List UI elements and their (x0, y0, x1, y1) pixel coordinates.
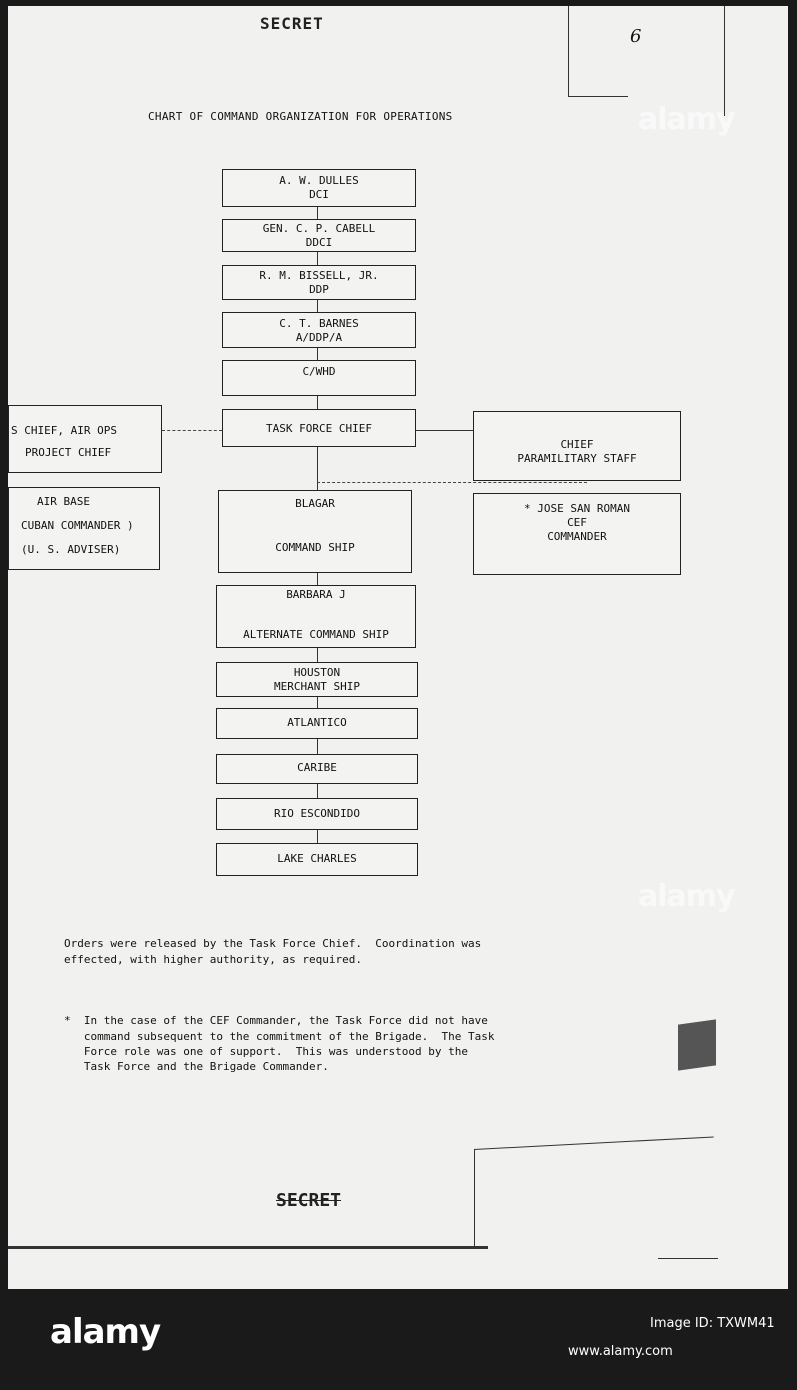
site-url: www.alamy.com (568, 1344, 673, 1359)
org-box-cwhd: C/WHD (222, 360, 416, 396)
org-box-dci: A. W. DULLES DCI (222, 169, 416, 207)
connector-line (162, 430, 222, 431)
org-box-cef-commander: * JOSE SAN ROMAN CEF COMMANDER (473, 493, 681, 575)
org-box-rio-escondido: RIO ESCONDIDO (216, 798, 418, 830)
org-box-barbara-j: BARBARA J ALTERNATE COMMAND SHIP (216, 585, 416, 648)
document-page (8, 6, 788, 1289)
secret-stamp-top: SECRET (260, 14, 324, 33)
stamp-mark (678, 1019, 716, 1070)
stock-footer (0, 1296, 797, 1390)
image-id: Image ID: TXWM41 (650, 1316, 775, 1331)
org-box-houston: HOUSTON MERCHANT SHIP (216, 662, 418, 697)
secret-stamp-bottom: SECRET (276, 1190, 342, 1211)
footnote-line: Force role was one of support. This was understood by the (64, 1045, 468, 1058)
margin-line (568, 96, 628, 97)
page-number: 6 (630, 26, 642, 47)
org-box-air-base: AIR BASE CUBAN COMMANDER ) (U. S. ADVISER) (8, 487, 160, 570)
org-box-lake-charles: LAKE CHARLES (216, 843, 418, 876)
footnote-line: * In the case of the CEF Commander, the Task Force did not have (64, 1014, 488, 1027)
margin-line (568, 6, 569, 96)
chart-title: CHART OF COMMAND ORGANIZATION FOR OPERATIONS (148, 110, 453, 123)
watermark: alamy (638, 879, 735, 914)
orders-note-line: Orders were released by the Task Force Chief. Coordination was (64, 937, 482, 950)
connector-line (416, 430, 474, 431)
orders-note-line: effected, with higher authority, as required. (64, 953, 363, 966)
margin-line (474, 1149, 475, 1249)
org-box-ddp: R. M. BISSELL, JR. DDP (222, 265, 416, 300)
connector-line (317, 482, 587, 483)
org-box-atlantico: ATLANTICO (216, 708, 418, 739)
watermark: alamy (638, 102, 735, 137)
org-box-ddci: GEN. C. P. CABELL DDCI (222, 219, 416, 252)
footnote-line: Task Force and the Brigade Commander. (64, 1060, 329, 1073)
margin-line (724, 6, 725, 116)
org-box-addp: C. T. BARNES A/DDP/A (222, 312, 416, 348)
footnote-line: command subsequent to the commitment of the Brigade. The Task (64, 1030, 495, 1043)
scan-edge (8, 1246, 488, 1249)
org-box-caribe: CARIBE (216, 754, 418, 784)
org-box-task-force-chief: TASK FORCE CHIEF (222, 409, 416, 447)
org-box-paramilitary: CHIEF PARAMILITARY STAFF (473, 411, 681, 481)
org-box-blagar: BLAGAR COMMAND SHIP (218, 490, 412, 573)
margin-line (474, 1136, 714, 1150)
margin-line (658, 1258, 718, 1259)
org-box-air-ops: S CHIEF, AIR OPS PROJECT CHIEF (8, 405, 162, 473)
alamy-logo: alamy (50, 1312, 161, 1352)
